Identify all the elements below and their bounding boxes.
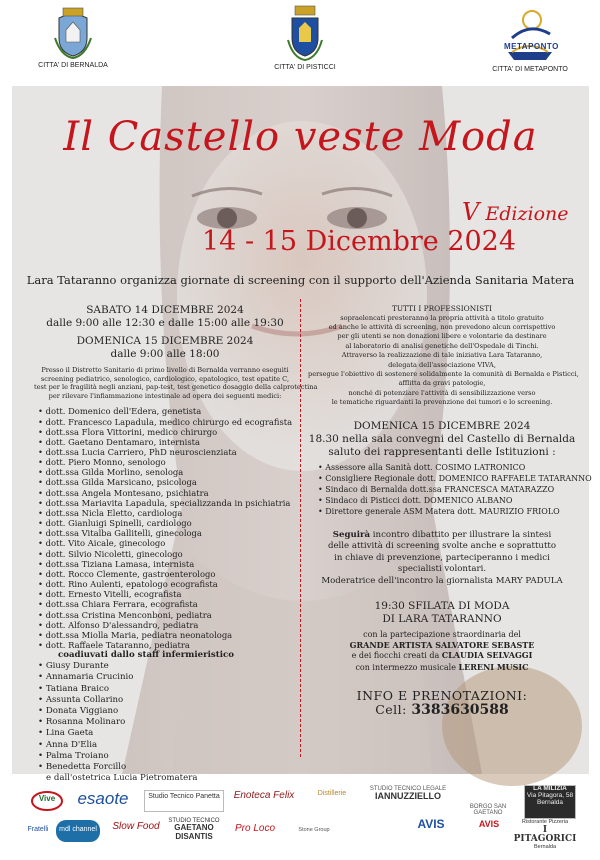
sponsor-la-milizia: LA MILIZIA Via Pitagora, 58 Bernalda	[524, 785, 576, 819]
info-phone: Cell: 3383630588	[375, 701, 509, 718]
institution-item: • Direttore generale ASM Matera dott. MAURIZIO FRIOLO	[318, 506, 576, 517]
conference-day: DOMENICA 15 DICEMBRE 2024	[353, 419, 531, 432]
logo-bernalda-label: CITTA' DI BERNALDA	[38, 62, 108, 69]
staff-item: • Tatiana Braico	[38, 684, 296, 695]
pro-line: per gli utenti se non donazioni libere e volontarie da destinare	[337, 332, 547, 341]
intro-line: screening pediatrico, senologico, cardiologico, epatologico, test epatite C,	[40, 374, 290, 383]
moderator-name: MARY PADULA	[495, 576, 563, 587]
pro-line: ed anche le attività di screening, non prevedono alcun corrispettivo	[328, 323, 556, 331]
info-title: INFO E PRENOTAZIONI:	[356, 688, 528, 704]
logo-pisticci-label: CITTA' DI PISTICCI	[274, 64, 336, 71]
right-column	[308, 304, 592, 718]
doctor-item: • dott.ssa Mariavita Lapadula, specializzanda in psichiatria	[38, 498, 296, 508]
doctor-item: • dott.ssa Vitalba Gallitelli, ginecologa	[38, 528, 296, 538]
day1-heading: SABATO 14 DICEMBRE 2024	[86, 304, 244, 316]
conference-place: 18.30 nella sala convegni del Castello di Bernalda	[308, 432, 576, 445]
fashion-show-time: 19:30 SFILATA DI MODA	[374, 599, 510, 612]
doctor-item: • dott.ssa Angela Montesano, psichiatra	[38, 488, 296, 498]
doctor-item: • dott. Gaetano Dentamaro, internista	[38, 437, 296, 447]
doctor-item: • dott. Domenico dell'Edera, genetista	[38, 406, 296, 416]
pro-line: Attraverso la realizzazione di tale iniziativa Lara Tataranno,	[341, 351, 543, 360]
sponsor-fratelli: Fratelli	[27, 826, 49, 833]
edition-label	[462, 198, 569, 226]
fashion-show-details: con la partecipazione straordinaria del GRANDE ARTISTA SALVATORE SEBASTE e dei fiocchi creati da CLAUDIA SELVAGGI con intermezzo musicale LERENI MUSIC	[308, 630, 576, 674]
doctor-item: • dott.ssa Flora Vittorini, medico chirurgo	[38, 427, 296, 437]
sponsor-stone-group: Stone Group	[298, 827, 330, 833]
doctor-item: • dott. Francesco Lapadula, medico chirurgo ed ecografista	[38, 417, 296, 427]
sponsor-gaetano-disantis: STUDIO TECNICO GAETANO DISANTIS	[168, 818, 220, 841]
sponsor-avis-2: AVIS	[478, 819, 500, 829]
sponsor-esaote: esaote	[77, 789, 129, 808]
doctor-list	[38, 406, 296, 650]
guest-artist: GRANDE ARTISTA SALVATORE SEBASTE	[349, 640, 535, 651]
logo-bernalda	[38, 8, 108, 69]
intro-line: per rilevare l'infiammazione intestinale ad opera dei seguenti medici:	[48, 391, 282, 400]
pro-line: le tematiche riguardanti la prevenzione dei tumori e lo screening.	[331, 398, 553, 407]
fashion-show-designer: DI LARA TATARANNO	[382, 612, 502, 625]
debate-text: Seguirà incontro dibattito per illustrare la sintesi delle attività di screening svolte anche e soprattutto in chiave di prevenzione, parteciperanno i medici specialisti volontari. Moderatrice dell'incontro la giornalista MARY PADULA	[321, 529, 563, 587]
intro-line: Presso il Distretto Sanitario di primo livello di Bernalda verranno eseguiti	[41, 366, 289, 374]
event-title: Il Castello veste Moda	[63, 114, 538, 160]
staff-item: • Donata Viggiano	[38, 706, 296, 717]
doctor-item: • dott.ssa Tiziana Lamasa, internista	[38, 559, 296, 569]
sponsor-pro-loco: Pro Loco	[234, 823, 276, 834]
doctor-item: • dott. Piero Monno, senologo	[38, 457, 296, 467]
pro-line: afflitta da gravi patologie,	[398, 379, 486, 388]
institution-item: • Consigliere Regionale dott. DOMENICO RAFFAELE TATARANNO	[318, 473, 576, 484]
event-dates: 14 - 15 Dicembre 2024	[202, 226, 517, 257]
doctor-item: • dott. Silvio Nicoletti, ginecologo	[38, 549, 296, 559]
doctor-item: • dott.ssa Nicla Eletto, cardiologa	[38, 508, 296, 518]
staff-list	[38, 661, 296, 773]
doctor-item: • dott. Ernesto Vitelli, ecografista	[38, 589, 296, 599]
staff-item: • Lina Gaeta	[38, 728, 296, 739]
intro-line: test per le fragilità negli anziani, pap-test, test genetico dosaggio della calprotectina	[34, 383, 318, 392]
sponsor-studio-iannuzziello: STUDIO TECNICO LEGALE IANNUZZIELLO	[369, 786, 447, 802]
institution-item: • Sindaco di Bernalda dott.ssa FRANCESCA MATARAZZO	[318, 484, 576, 495]
left-column	[34, 304, 318, 784]
staff-item: • Giusy Durante	[38, 661, 296, 672]
doctor-item: • dott.ssa Lucia Carriero, PhD neuroscienziata	[38, 447, 296, 457]
staff-midwife: e dall'ostetrica Lucia Pietromatera	[46, 773, 198, 784]
logo-pisticci	[270, 6, 340, 71]
conference-greeting: saluto dei rappresentanti delle Istituzioni :	[328, 445, 556, 458]
professionals-text	[308, 313, 579, 408]
pro-line: persegue l'obiettivo di sostenere solidalmente la comunità di Bernalda e Pisticci,	[308, 370, 579, 379]
sponsor-avis-1: AVIS	[417, 817, 445, 831]
doctor-item: • dott.ssa Miolla Maria, pediatra neonatologa	[38, 630, 296, 640]
sponsor-studio-panetta: Studio Tecnico Panetta	[144, 790, 224, 812]
doctor-item: • dott. Raffaele Tataranno, pediatra	[38, 640, 296, 650]
event-subtitle: Lara Tataranno organizza giornate di screening con il supporto dell'Azienda Sanitaria Matera	[26, 273, 575, 287]
logo-metaponto	[490, 8, 570, 73]
doctor-item: • dott. Gianluigi Spinelli, cardiologo	[38, 518, 296, 528]
staff-item: • Benedetta Forcillo	[38, 762, 296, 773]
pro-line: sopraelencati presteranno la propria attività a titolo gratuito	[340, 313, 544, 322]
staff-item: • Palma Troiano	[38, 751, 296, 762]
sponsor-i-pitagorici: Ristorante Pizzeria I PITAGORICI Bernalda	[513, 819, 577, 850]
logo-metaponto-label: CITTA' DI METAPONTO	[492, 66, 568, 73]
doctor-item: • dott.ssa Gilda Marsicano, psicologa	[38, 477, 296, 487]
staff-item: • Rosanna Molinaro	[38, 717, 296, 728]
staff-item: • Annamaria Crucinio	[38, 672, 296, 683]
doctor-item: • dott.ssa Cristina Menconboni, pediatra	[38, 610, 296, 620]
day2-hours: dalle 9:00 alle 18:00	[110, 348, 220, 360]
doctor-item: • dott. Alfonso D'alessandro, pediatra	[38, 620, 296, 630]
sponsor-borgo-san-gaetano: BORGO SAN GAETANO	[469, 804, 507, 817]
edition-number: V	[462, 198, 480, 226]
staff-item: • Assunta Collarino	[38, 695, 296, 706]
professionals-heading: TUTTI I PROFESSIONISTI	[391, 304, 493, 313]
metaponto-emblem-icon	[502, 8, 558, 64]
screening-intro	[34, 366, 318, 400]
pro-line: al laboratorio di analisi genetiche dell'Ospedale di Tinchi.	[345, 341, 539, 350]
institution-item: • Sindaco di Pisticci dott. DOMENICO ALBANO	[318, 495, 576, 506]
sponsor-mdl-channel: mdl channel	[56, 820, 100, 842]
debate-bold: Seguirà	[332, 529, 371, 540]
sponsor-slow-food: Slow Food	[112, 821, 160, 832]
doctor-item: • dott.ssa Chiara Ferrara, ecografista	[38, 599, 296, 609]
metaponto-emblem-text: METAPONTO	[504, 42, 559, 51]
pisticci-crest-icon	[285, 6, 325, 62]
staff-heading: coadiuvati dallo staff infermieristico	[58, 650, 234, 661]
moderator-label: Moderatrice dell'incontro la giornalista	[321, 576, 496, 587]
doctor-item: • dott.ssa Gilda Morlino, senologa	[38, 467, 296, 477]
sponsor-enoteca-felix: Enoteca Felix	[233, 790, 295, 801]
pro-line: delegata dell'associazione VIVA,	[388, 360, 496, 369]
institutions-list	[318, 462, 592, 518]
sponsor-vive: Vive	[28, 790, 66, 817]
event-poster	[12, 86, 592, 784]
column-divider	[300, 299, 301, 757]
institution-item: • Assessore alla Sanità dott. COSIMO LATRONICO	[318, 462, 576, 473]
doctor-item: • dott. Rocco Clemente, gastroenterologo	[38, 569, 296, 579]
doctor-item: • dott. Vito Aicale, ginecologo	[38, 538, 296, 548]
pro-line: nonché di potenziare l'attività di sensibilizzazione verso	[348, 388, 536, 397]
bernalda-crest-icon	[53, 8, 93, 60]
staff-item: • Anna D'Elia	[38, 740, 296, 751]
edition-word: Edizione	[485, 203, 569, 225]
day1-hours: dalle 9:00 alle 12:30 e dalle 15:00 alle 19:30	[46, 317, 284, 329]
day2-heading: DOMENICA 15 DICEMBRE 2024	[76, 335, 254, 347]
doctor-item: • dott. Rino Aulenti, epatologo ecografista	[38, 579, 296, 589]
sponsor-distillerie: Distillerie	[317, 790, 347, 797]
